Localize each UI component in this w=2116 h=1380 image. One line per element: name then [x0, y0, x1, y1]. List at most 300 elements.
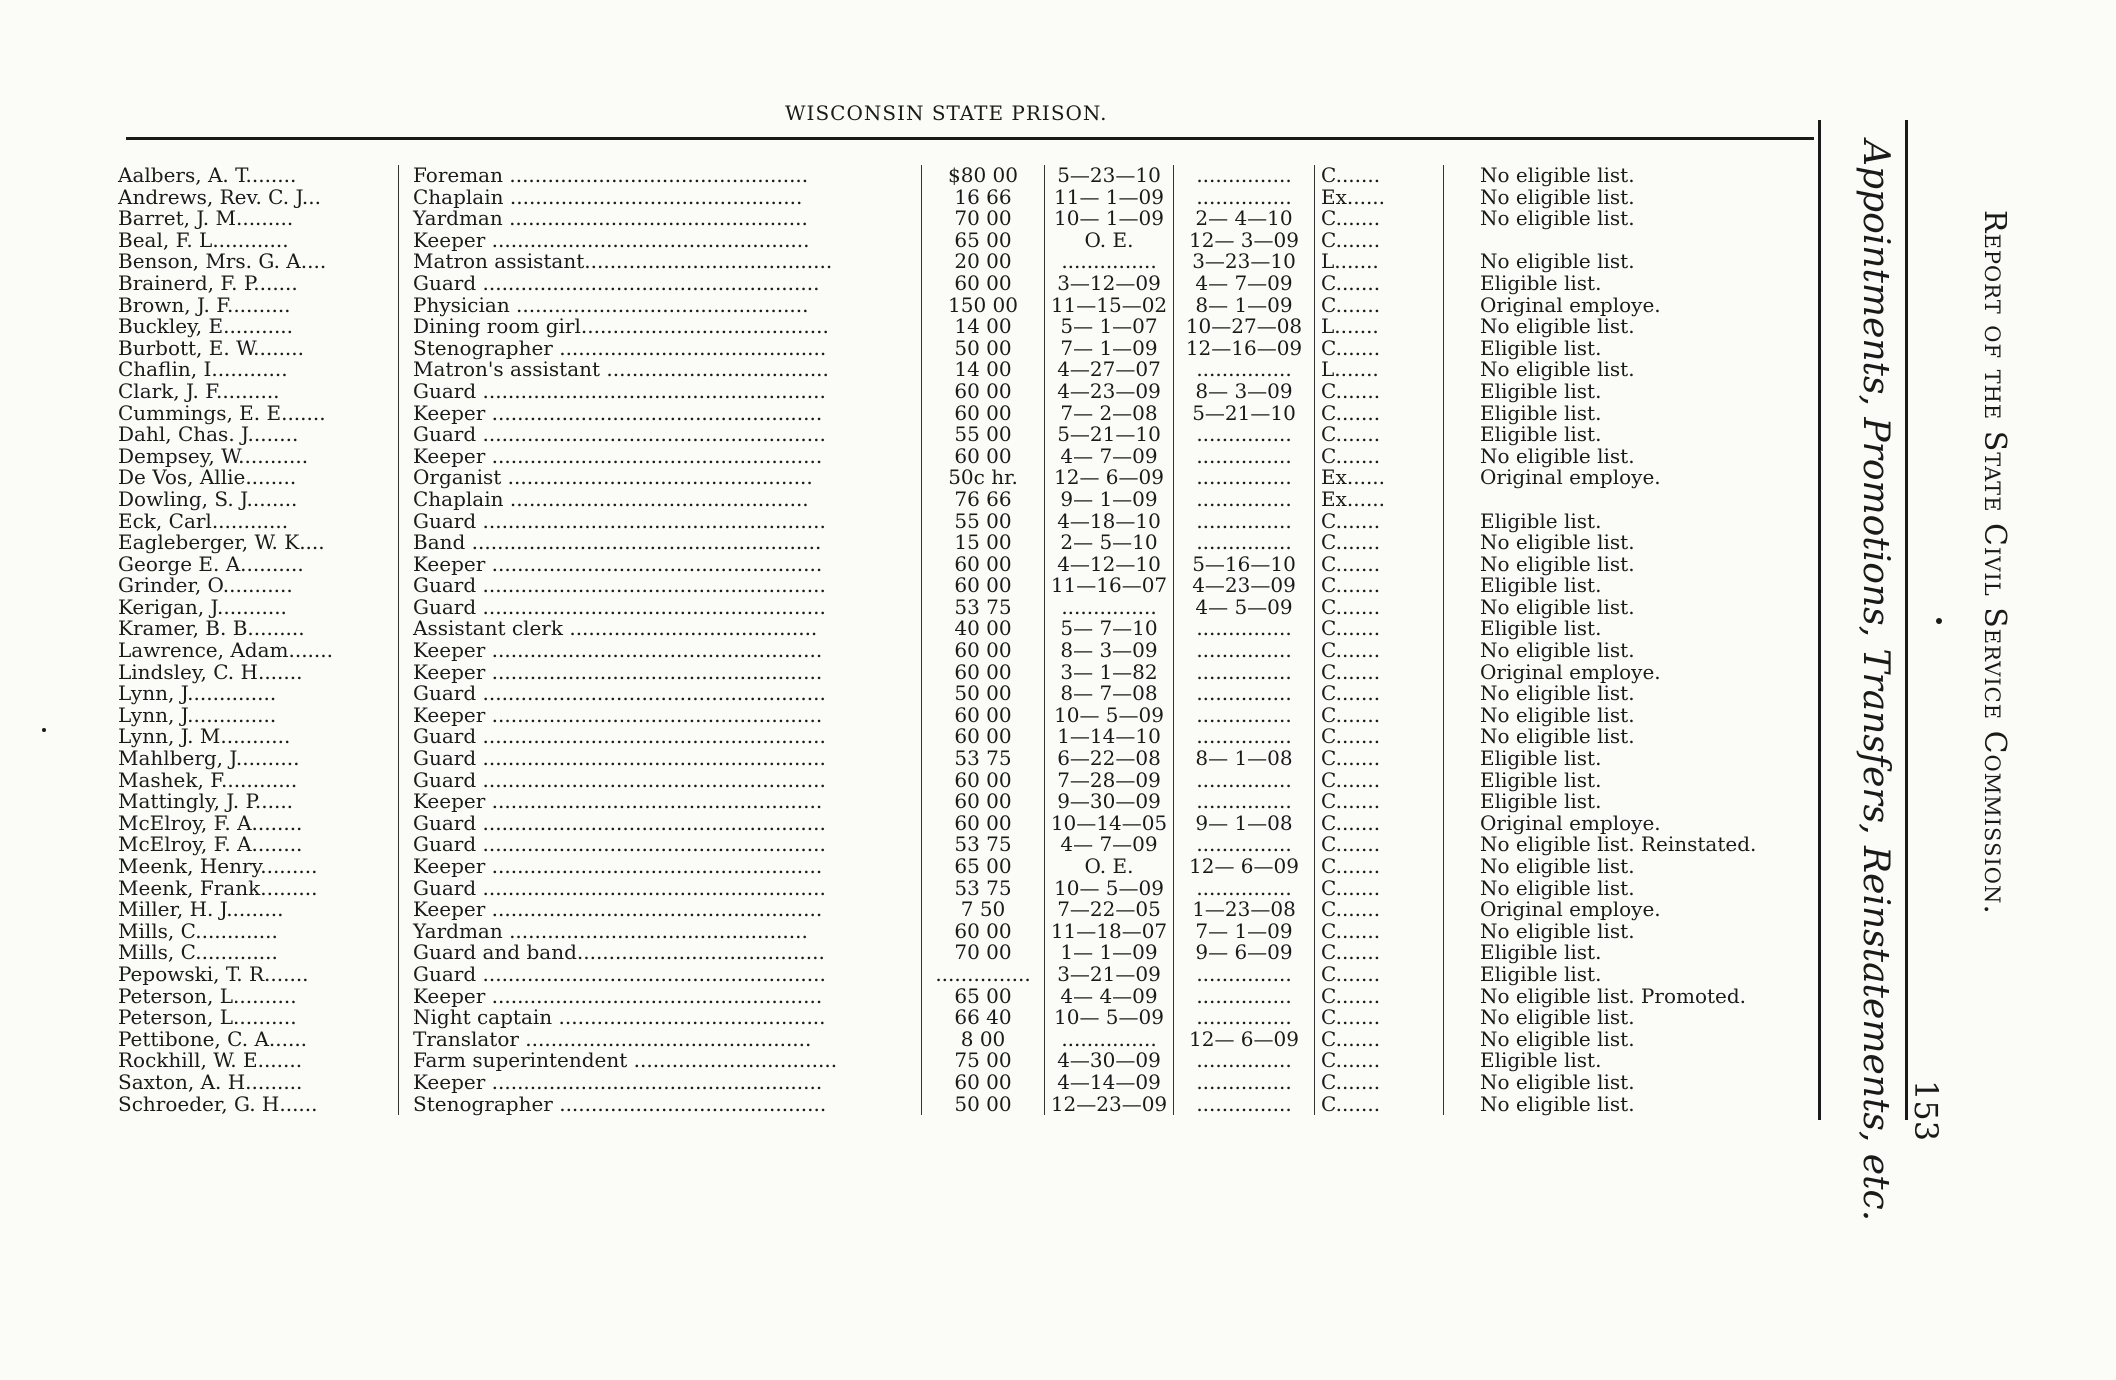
- position-title-cell: Guard ......................................................: [399, 878, 922, 900]
- table-row: [118, 273, 1756, 295]
- position-title-cell: Chaplain ...............................................: [399, 489, 922, 511]
- table-row: [118, 662, 1756, 684]
- table-row: [118, 316, 1756, 338]
- employee-name-cell: Buckley, E...........: [118, 314, 294, 339]
- change-date-cell: 9— 1—08: [1174, 813, 1315, 835]
- status-code-cell: C.......: [1315, 1050, 1444, 1072]
- employee-name-cell: Mills, C.............: [118, 918, 278, 943]
- salary-cell: 20 00: [922, 251, 1045, 273]
- remarks-cell: Eligible list.: [1444, 964, 1757, 986]
- table-row: [118, 705, 1756, 727]
- appointment-date-cell: 1— 1—09: [1045, 942, 1174, 964]
- table-row: [118, 532, 1756, 554]
- status-code-cell: C.......: [1315, 1029, 1444, 1051]
- employee-name-cell: Peterson, L..........: [118, 1005, 297, 1030]
- change-date-cell: 12— 6—09: [1174, 856, 1315, 878]
- employee-name-cell: Meenk, Henry.........: [118, 854, 318, 878]
- position-title-cell: Guard ......................................................: [399, 964, 922, 986]
- change-date-cell: 8— 3—09: [1174, 381, 1315, 403]
- change-date-cell: ...............: [1174, 618, 1315, 640]
- employee-name-cell: Kramer, B. B.........: [118, 616, 305, 641]
- change-date-cell: ...............: [1174, 1072, 1315, 1094]
- employee-name-cell: Beal, F. L............: [118, 227, 289, 252]
- salary-cell: 65 00: [922, 986, 1045, 1008]
- table-row: [118, 467, 1756, 489]
- employee-name-cell: Pepowski, T. R.......: [118, 961, 309, 986]
- salary-cell: 50 00: [922, 683, 1045, 705]
- appointment-date-cell: 3—21—09: [1045, 964, 1174, 986]
- remarks-cell: No eligible list.: [1444, 1029, 1757, 1051]
- salary-cell: 60 00: [922, 705, 1045, 727]
- remarks-cell: No eligible list.: [1444, 359, 1757, 381]
- remarks-cell: Eligible list.: [1444, 273, 1757, 295]
- status-code-cell: C.......: [1315, 208, 1444, 230]
- table-row: [118, 208, 1756, 230]
- change-date-cell: 7— 1—09: [1174, 921, 1315, 943]
- right-vertical-rule: [1818, 120, 1821, 1120]
- status-code-cell: L.......: [1315, 316, 1444, 338]
- remarks-cell: No eligible list.: [1444, 208, 1757, 230]
- appointment-date-cell: 9— 1—09: [1045, 489, 1174, 511]
- appointment-date-cell: 4—12—10: [1045, 554, 1174, 576]
- table-row: [118, 834, 1756, 856]
- employee-name-cell: Andrews, Rev. C. J...: [118, 184, 321, 209]
- remarks-cell: No eligible list.: [1444, 1094, 1757, 1116]
- table-row: [118, 338, 1756, 360]
- employee-name-cell: George E. A..........: [118, 551, 304, 576]
- remarks-cell: No eligible list. Reinstated.: [1444, 834, 1757, 856]
- change-date-cell: 12— 3—09: [1174, 230, 1315, 252]
- salary-cell: 14 00: [922, 359, 1045, 381]
- table-row: [118, 942, 1756, 964]
- salary-cell: 60 00: [922, 1072, 1045, 1094]
- remarks-cell: Eligible list.: [1444, 791, 1757, 813]
- employee-name-cell: Mahlberg, J..........: [118, 746, 300, 771]
- margin-dot: [42, 728, 46, 732]
- table-row: [118, 165, 1756, 187]
- position-title-cell: Foreman ...............................................: [399, 165, 922, 187]
- outer-vertical-rule: [1905, 120, 1908, 1120]
- salary-cell: 75 00: [922, 1050, 1045, 1072]
- change-date-cell: 8— 1—08: [1174, 748, 1315, 770]
- remarks-cell: No eligible list.: [1444, 165, 1757, 187]
- remarks-cell: Eligible list.: [1444, 942, 1757, 964]
- table-row: [118, 770, 1756, 792]
- status-code-cell: C.......: [1315, 511, 1444, 533]
- salary-cell: 60 00: [922, 446, 1045, 468]
- top-rule: [126, 137, 1814, 140]
- remarks-cell: No eligible list.: [1444, 856, 1757, 878]
- salary-cell: 60 00: [922, 575, 1045, 597]
- appointment-date-cell: 5— 7—10: [1045, 618, 1174, 640]
- employee-name-cell: Brown, J. F..........: [118, 292, 291, 317]
- appointment-date-cell: 4—23—09: [1045, 381, 1174, 403]
- position-title-cell: Stenographer ..........................................: [399, 1094, 922, 1116]
- table-row: [118, 575, 1756, 597]
- status-code-cell: C.......: [1315, 986, 1444, 1008]
- position-title-cell: Keeper ....................................................: [399, 662, 922, 684]
- appointment-date-cell: ...............: [1045, 1029, 1174, 1051]
- change-date-cell: ...............: [1174, 532, 1315, 554]
- position-title-cell: Keeper ..................................................: [399, 230, 922, 252]
- employee-name-cell: Schroeder, G. H......: [118, 1091, 318, 1116]
- position-title-cell: Guard ......................................................: [399, 748, 922, 770]
- salary-cell: 65 00: [922, 230, 1045, 252]
- employee-name-cell: Pettibone, C. A......: [118, 1026, 308, 1051]
- appointment-date-cell: 11— 1—09: [1045, 187, 1174, 209]
- salary-cell: 60 00: [922, 770, 1045, 792]
- position-title-cell: Yardman ...............................................: [399, 208, 922, 230]
- salary-cell: 70 00: [922, 942, 1045, 964]
- employee-name-cell: Miller, H. J.........: [118, 897, 284, 922]
- position-title-cell: Farm superintendent ................................: [399, 1050, 922, 1072]
- change-date-cell: 12— 6—09: [1174, 1029, 1315, 1051]
- position-title-cell: Keeper ....................................................: [399, 791, 922, 813]
- employee-name-cell: Kerigan, J...........: [118, 594, 287, 619]
- salary-cell: 76 66: [922, 489, 1045, 511]
- status-code-cell: C.......: [1315, 403, 1444, 425]
- remarks-cell: No eligible list.: [1444, 446, 1757, 468]
- status-code-cell: C.......: [1315, 813, 1444, 835]
- employee-name-cell: Chaflin, I............: [118, 357, 288, 382]
- change-date-cell: ...............: [1174, 662, 1315, 684]
- position-title-cell: Guard ......................................................: [399, 597, 922, 619]
- status-code-cell: C.......: [1315, 921, 1444, 943]
- page-header: WISCONSIN STATE PRISON.: [785, 101, 1108, 125]
- employee-name-cell: Benson, Mrs. G. A....: [118, 249, 327, 274]
- status-code-cell: C.......: [1315, 381, 1444, 403]
- status-code-cell: C.......: [1315, 446, 1444, 468]
- employee-name-cell: Meenk, Frank.........: [118, 875, 318, 900]
- table-row: [118, 1094, 1756, 1116]
- remarks-cell: Eligible list.: [1444, 338, 1757, 360]
- salary-cell: 60 00: [922, 921, 1045, 943]
- remarks-cell: No eligible list.: [1444, 1007, 1757, 1029]
- employee-name-cell: Brainerd, F. P.......: [118, 270, 298, 295]
- position-title-cell: Guard ......................................................: [399, 511, 922, 533]
- change-date-cell: 9— 6—09: [1174, 942, 1315, 964]
- change-date-cell: ...............: [1174, 986, 1315, 1008]
- position-title-cell: Keeper ....................................................: [399, 899, 922, 921]
- salary-cell: 70 00: [922, 208, 1045, 230]
- employee-name-cell: Peterson, L..........: [118, 983, 297, 1008]
- appointment-date-cell: 7—28—09: [1045, 770, 1174, 792]
- table-row: [118, 899, 1756, 921]
- section-title: Appointments, Promotions, Transfers, Reinstatements, etc.: [1855, 140, 1896, 1222]
- appointment-date-cell: 5—23—10: [1045, 165, 1174, 187]
- status-code-cell: C.......: [1315, 791, 1444, 813]
- table-row: [118, 640, 1756, 662]
- table-row: [118, 597, 1756, 619]
- position-title-cell: Chaplain ..............................................: [399, 187, 922, 209]
- change-date-cell: 8— 1—09: [1174, 295, 1315, 317]
- table-row: [118, 511, 1756, 533]
- employee-name-cell: De Vos, Allie........: [118, 465, 297, 490]
- position-title-cell: Keeper ....................................................: [399, 446, 922, 468]
- remarks-cell: No eligible list.: [1444, 251, 1757, 273]
- status-code-cell: C.......: [1315, 726, 1444, 748]
- table-row: [118, 683, 1756, 705]
- salary-cell: 60 00: [922, 813, 1045, 835]
- appointment-date-cell: 4— 7—09: [1045, 446, 1174, 468]
- employee-name-cell: Lynn, J. M...........: [118, 724, 291, 749]
- remarks-cell: No eligible list.: [1444, 316, 1757, 338]
- remarks-cell: Eligible list.: [1444, 575, 1757, 597]
- remarks-cell: Eligible list.: [1444, 770, 1757, 792]
- change-date-cell: ...............: [1174, 489, 1315, 511]
- change-date-cell: ...............: [1174, 964, 1315, 986]
- table-row: [118, 1029, 1756, 1051]
- change-date-cell: ...............: [1174, 683, 1315, 705]
- status-code-cell: C.......: [1315, 338, 1444, 360]
- status-code-cell: L.......: [1315, 251, 1444, 273]
- change-date-cell: 1—23—08: [1174, 899, 1315, 921]
- status-code-cell: C.......: [1315, 964, 1444, 986]
- change-date-cell: 4—23—09: [1174, 575, 1315, 597]
- table-row: [118, 986, 1756, 1008]
- salary-cell: 53 75: [922, 834, 1045, 856]
- remarks-cell: No eligible list.: [1444, 878, 1757, 900]
- remarks-cell: Eligible list.: [1444, 381, 1757, 403]
- remarks-cell: Eligible list.: [1444, 424, 1757, 446]
- appointment-date-cell: 11—15—02: [1045, 295, 1174, 317]
- appointment-date-cell: 4—18—10: [1045, 511, 1174, 533]
- position-title-cell: Translator .............................................: [399, 1029, 922, 1051]
- change-date-cell: 5—16—10: [1174, 554, 1315, 576]
- salary-cell: 53 75: [922, 878, 1045, 900]
- appointments-table-container: [118, 165, 1778, 1115]
- report-title: Report of the State Civil Service Commission.: [1977, 210, 2012, 915]
- position-title-cell: Night captain ..........................................: [399, 1007, 922, 1029]
- appointments-table-body: [118, 165, 1756, 1115]
- status-code-cell: C.......: [1315, 554, 1444, 576]
- appointment-date-cell: 10— 5—09: [1045, 705, 1174, 727]
- position-title-cell: Guard ......................................................: [399, 726, 922, 748]
- employee-name-cell: McElroy, F. A........: [118, 832, 303, 857]
- employee-name-cell: Lindsley, C. H.......: [118, 659, 303, 684]
- salary-cell: 55 00: [922, 511, 1045, 533]
- remarks-cell: Eligible list.: [1444, 511, 1757, 533]
- status-code-cell: C.......: [1315, 770, 1444, 792]
- position-title-cell: Physician ..............................................: [399, 295, 922, 317]
- margin-dot: [1936, 618, 1942, 624]
- change-date-cell: ...............: [1174, 187, 1315, 209]
- appointment-date-cell: O. E.: [1045, 856, 1174, 878]
- salary-cell: 53 75: [922, 748, 1045, 770]
- position-title-cell: Guard and band.......................................: [399, 942, 922, 964]
- status-code-cell: C.......: [1315, 295, 1444, 317]
- table-row: [118, 446, 1756, 468]
- status-code-cell: Ex......: [1315, 187, 1444, 209]
- position-title-cell: Guard ......................................................: [399, 770, 922, 792]
- table-row: [118, 813, 1756, 835]
- remarks-cell: Eligible list.: [1444, 748, 1757, 770]
- status-code-cell: C.......: [1315, 748, 1444, 770]
- appointment-date-cell: 7—22—05: [1045, 899, 1174, 921]
- status-code-cell: C.......: [1315, 1072, 1444, 1094]
- salary-cell: 50c hr.: [922, 467, 1045, 489]
- remarks-cell: No eligible list.: [1444, 726, 1757, 748]
- remarks-cell: Original employe.: [1444, 295, 1757, 317]
- appointment-date-cell: 10— 5—09: [1045, 878, 1174, 900]
- status-code-cell: C.......: [1315, 942, 1444, 964]
- remarks-cell: No eligible list.: [1444, 597, 1757, 619]
- salary-cell: 15 00: [922, 532, 1045, 554]
- position-title-cell: Matron's assistant ...................................: [399, 359, 922, 381]
- salary-cell: 60 00: [922, 554, 1045, 576]
- status-code-cell: C.......: [1315, 834, 1444, 856]
- appointment-date-cell: 4—14—09: [1045, 1072, 1174, 1094]
- appointment-date-cell: 12— 6—09: [1045, 467, 1174, 489]
- position-title-cell: Keeper ....................................................: [399, 986, 922, 1008]
- table-row: [118, 187, 1756, 209]
- status-code-cell: C.......: [1315, 273, 1444, 295]
- status-code-cell: C.......: [1315, 856, 1444, 878]
- status-code-cell: C.......: [1315, 618, 1444, 640]
- position-title-cell: Guard ......................................................: [399, 381, 922, 403]
- change-date-cell: ...............: [1174, 1094, 1315, 1116]
- appointment-date-cell: 3— 1—82: [1045, 662, 1174, 684]
- table-row: [118, 230, 1756, 252]
- remarks-cell: [1444, 230, 1757, 252]
- status-code-cell: C.......: [1315, 878, 1444, 900]
- change-date-cell: ...............: [1174, 359, 1315, 381]
- change-date-cell: ...............: [1174, 424, 1315, 446]
- appointment-date-cell: 10—14—05: [1045, 813, 1174, 835]
- table-row: [118, 489, 1756, 511]
- table-row: [118, 748, 1756, 770]
- employee-name-cell: Mills, C.............: [118, 940, 278, 965]
- table-row: [118, 964, 1756, 986]
- appointment-date-cell: 4— 7—09: [1045, 834, 1174, 856]
- appointment-date-cell: 1—14—10: [1045, 726, 1174, 748]
- status-code-cell: C.......: [1315, 705, 1444, 727]
- salary-cell: 60 00: [922, 403, 1045, 425]
- appointment-date-cell: 11—16—07: [1045, 575, 1174, 597]
- salary-cell: $80 00: [922, 165, 1045, 187]
- table-row: [118, 921, 1756, 943]
- position-title-cell: Keeper ....................................................: [399, 705, 922, 727]
- position-title-cell: Dining room girl.......................................: [399, 316, 922, 338]
- change-date-cell: ...............: [1174, 511, 1315, 533]
- change-date-cell: 4— 5—09: [1174, 597, 1315, 619]
- position-title-cell: Guard .....................................................: [399, 273, 922, 295]
- change-date-cell: ...............: [1174, 791, 1315, 813]
- salary-cell: 53 75: [922, 597, 1045, 619]
- remarks-cell: No eligible list.: [1444, 554, 1757, 576]
- position-title-cell: Band .......................................................: [399, 532, 922, 554]
- position-title-cell: Guard ......................................................: [399, 683, 922, 705]
- table-row: [118, 1072, 1756, 1094]
- status-code-cell: Ex......: [1315, 467, 1444, 489]
- table-row: [118, 878, 1756, 900]
- appointment-date-cell: 7— 2—08: [1045, 403, 1174, 425]
- position-title-cell: Keeper ....................................................: [399, 856, 922, 878]
- remarks-cell: Original employe.: [1444, 813, 1757, 835]
- status-code-cell: Ex......: [1315, 489, 1444, 511]
- salary-cell: 16 66: [922, 187, 1045, 209]
- table-row: [118, 295, 1756, 317]
- remarks-cell: Original employe.: [1444, 662, 1757, 684]
- employee-name-cell: Eagleberger, W. K....: [118, 530, 325, 555]
- table-row: [118, 403, 1756, 425]
- position-title-cell: Keeper ....................................................: [399, 554, 922, 576]
- appointment-date-cell: ...............: [1045, 597, 1174, 619]
- change-date-cell: ...............: [1174, 640, 1315, 662]
- appointment-date-cell: 2— 5—10: [1045, 532, 1174, 554]
- appointment-date-cell: 5—21—10: [1045, 424, 1174, 446]
- change-date-cell: ...............: [1174, 165, 1315, 187]
- appointment-date-cell: 10— 1—09: [1045, 208, 1174, 230]
- position-title-cell: Guard ......................................................: [399, 813, 922, 835]
- status-code-cell: C.......: [1315, 683, 1444, 705]
- change-date-cell: ...............: [1174, 1050, 1315, 1072]
- change-date-cell: 4— 7—09: [1174, 273, 1315, 295]
- employee-name-cell: Mattingly, J. P......: [118, 789, 294, 814]
- status-code-cell: C.......: [1315, 230, 1444, 252]
- remarks-cell: Eligible list.: [1444, 1050, 1757, 1072]
- status-code-cell: C.......: [1315, 575, 1444, 597]
- table-row: [118, 726, 1756, 748]
- remarks-cell: Eligible list.: [1444, 403, 1757, 425]
- salary-cell: 60 00: [922, 273, 1045, 295]
- employee-name-cell: Barret, J. M.........: [118, 206, 294, 231]
- appointment-date-cell: 9—30—09: [1045, 791, 1174, 813]
- position-title-cell: Organist ................................................: [399, 467, 922, 489]
- employee-name-cell: Grinder, O...........: [118, 573, 293, 598]
- employee-name-cell: Lynn, J..............: [118, 702, 277, 727]
- position-title-cell: Matron assistant.......................................: [399, 251, 922, 273]
- salary-cell: 60 00: [922, 381, 1045, 403]
- change-date-cell: 12—16—09: [1174, 338, 1315, 360]
- change-date-cell: ...............: [1174, 1007, 1315, 1029]
- change-date-cell: 3—23—10: [1174, 251, 1315, 273]
- change-date-cell: ...............: [1174, 726, 1315, 748]
- change-date-cell: 10—27—08: [1174, 316, 1315, 338]
- status-code-cell: C.......: [1315, 532, 1444, 554]
- appointment-date-cell: 12—23—09: [1045, 1094, 1174, 1116]
- appointment-date-cell: 5— 1—07: [1045, 316, 1174, 338]
- employee-name-cell: Dahl, Chas. J........: [118, 422, 299, 447]
- appointment-date-cell: 3—12—09: [1045, 273, 1174, 295]
- appointment-date-cell: 8— 7—08: [1045, 683, 1174, 705]
- remarks-cell: No eligible list.: [1444, 683, 1757, 705]
- employee-name-cell: Cummings, E. E.......: [118, 400, 326, 425]
- table-row: [118, 618, 1756, 640]
- position-title-cell: Yardman ...............................................: [399, 921, 922, 943]
- employee-name-cell: Dempsey, W...........: [118, 443, 309, 468]
- remarks-cell: Eligible list.: [1444, 618, 1757, 640]
- remarks-cell: No eligible list. Promoted.: [1444, 986, 1757, 1008]
- remarks-cell: Original employe.: [1444, 899, 1757, 921]
- employee-name-cell: Rockhill, W. E.......: [118, 1048, 303, 1073]
- position-title-cell: Keeper ....................................................: [399, 403, 922, 425]
- position-title-cell: Keeper ....................................................: [399, 640, 922, 662]
- table-row: [118, 554, 1756, 576]
- salary-cell: 150 00: [922, 295, 1045, 317]
- status-code-cell: C.......: [1315, 165, 1444, 187]
- status-code-cell: C.......: [1315, 424, 1444, 446]
- position-title-cell: Guard ......................................................: [399, 575, 922, 597]
- appointment-date-cell: 10— 5—09: [1045, 1007, 1174, 1029]
- remarks-cell: No eligible list.: [1444, 640, 1757, 662]
- status-code-cell: C.......: [1315, 640, 1444, 662]
- change-date-cell: ...............: [1174, 770, 1315, 792]
- table-row: [118, 1007, 1756, 1029]
- remarks-cell: No eligible list.: [1444, 1072, 1757, 1094]
- remarks-cell: [1444, 489, 1757, 511]
- appointment-date-cell: 11—18—07: [1045, 921, 1174, 943]
